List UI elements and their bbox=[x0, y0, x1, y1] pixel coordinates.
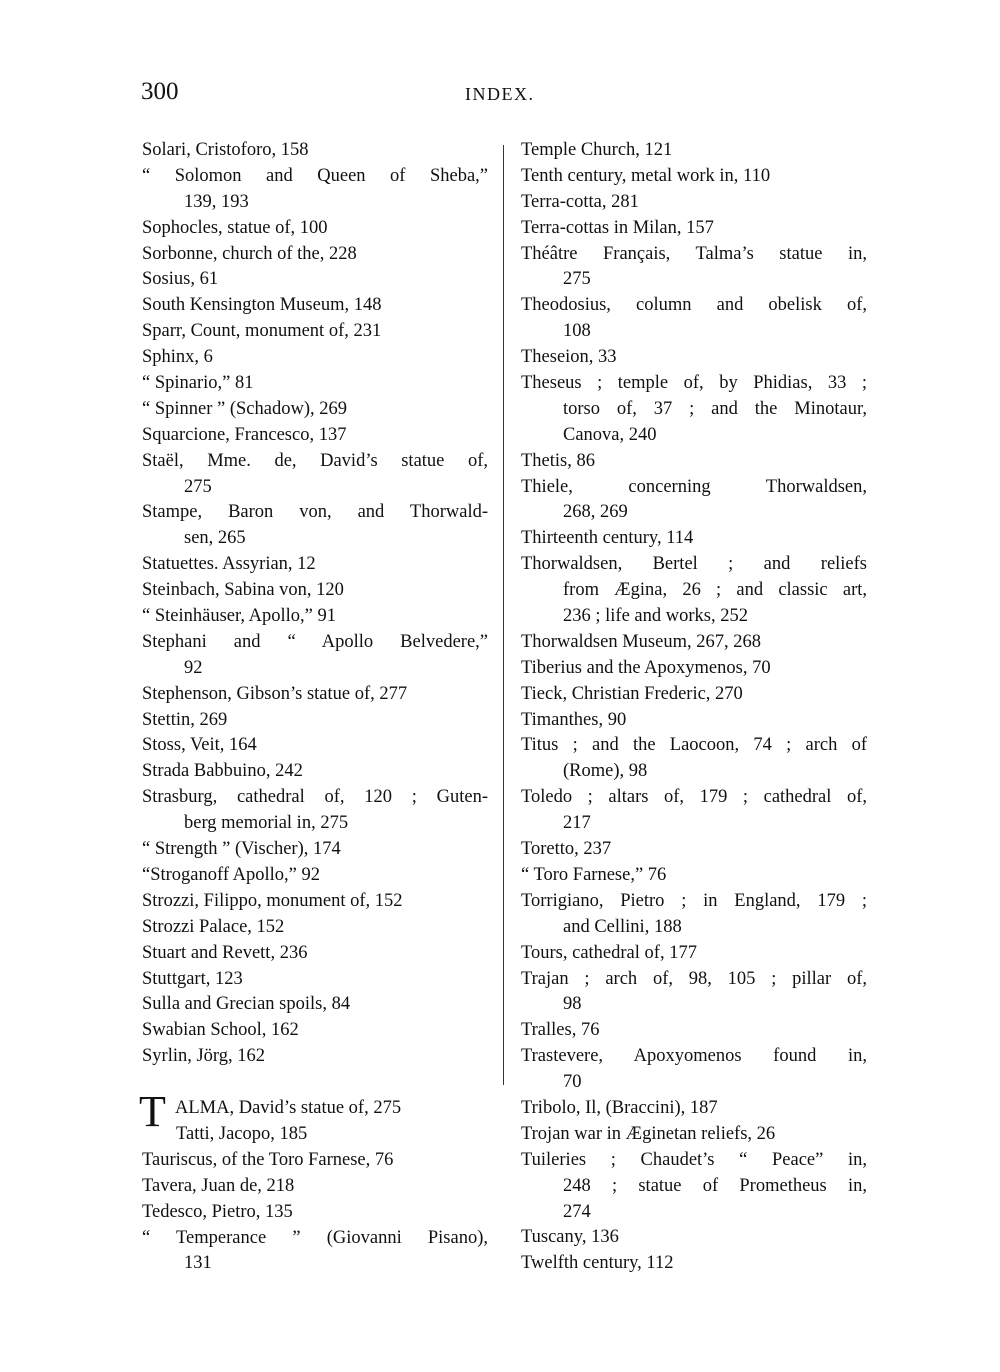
index-entry bbox=[142, 837, 488, 863]
entry-continuation: 217 bbox=[563, 813, 591, 834]
entry-heading: Steinbach, Sabina von, 120 bbox=[142, 580, 344, 601]
entry-heading: Tavera, Juan de, 218 bbox=[142, 1175, 295, 1196]
index-entry bbox=[142, 345, 488, 371]
index-entry bbox=[521, 1148, 867, 1226]
entry-heading: Stephenson, Gibson’s statue of, 277 bbox=[142, 683, 408, 704]
entry-heading: Tralles, 76 bbox=[521, 1020, 600, 1041]
index-entry bbox=[521, 242, 867, 294]
index-entry bbox=[521, 630, 867, 656]
drop-cap: T bbox=[139, 1087, 166, 1137]
entry-heading: Toledo ; altars of, 179 ; cathedral of, bbox=[521, 787, 867, 808]
entry-heading: Thiele, concerning Thorwaldsen, bbox=[521, 476, 867, 497]
entry-heading: Tuileries ; Chaudet’s “ Peace” in, bbox=[521, 1149, 867, 1170]
entry-heading: Torrigiano, Pietro ; in England, 179 ; bbox=[521, 890, 867, 911]
index-entry bbox=[521, 345, 867, 371]
entry-heading: Temple Church, 121 bbox=[521, 140, 673, 160]
entry-heading: “ Spinario,” 81 bbox=[142, 373, 254, 394]
entry-heading: Theodosius, column and obelisk of, bbox=[521, 295, 867, 316]
entry-heading: Thorwaldsen Museum, 267, 268 bbox=[521, 631, 761, 652]
index-entry bbox=[142, 1200, 488, 1226]
index-entry bbox=[142, 371, 488, 397]
index-entry bbox=[142, 397, 488, 423]
index-entry bbox=[142, 733, 488, 759]
entry-heading: Trajan ; arch of, 98, 105 ; pillar of, bbox=[521, 968, 867, 989]
t-section bbox=[139, 1087, 488, 1277]
entry-heading: Squarcione, Francesco, 137 bbox=[142, 424, 347, 445]
entry-heading: Terra-cotta, 281 bbox=[521, 191, 639, 212]
entry-heading: Thirteenth century, 114 bbox=[521, 528, 694, 549]
index-entry bbox=[142, 552, 488, 578]
entry-heading: Staël, Mme. de, David’s statue of, bbox=[142, 450, 488, 471]
index-entry bbox=[521, 475, 867, 527]
entry-heading: Strasburg, cathedral of, 120 ; Guten- bbox=[142, 787, 488, 808]
entry-heading: Twelfth century, 112 bbox=[521, 1253, 674, 1274]
entry-heading: “Stroganoff Apollo,” 92 bbox=[142, 864, 320, 885]
column-divider bbox=[503, 145, 504, 1085]
entry-heading: Terra-cottas in Milan, 157 bbox=[521, 217, 714, 238]
entry-continuation: 274 bbox=[563, 1201, 591, 1222]
entry-continuation: 139, 193 bbox=[184, 191, 249, 212]
entry-heading: Solari, Cristoforo, 158 bbox=[142, 140, 309, 160]
entry-heading: Swabian School, 162 bbox=[142, 1020, 299, 1041]
entry-heading: Sparr, Count, monument of, 231 bbox=[142, 321, 382, 342]
entry-continuation: (Rome), 98 bbox=[563, 761, 648, 782]
entry-heading: Strozzi Palace, 152 bbox=[142, 916, 285, 937]
entry-heading: Strada Babbuino, 242 bbox=[142, 761, 303, 782]
index-entry bbox=[521, 785, 867, 837]
index-entry bbox=[142, 708, 488, 734]
index-entry bbox=[142, 604, 488, 630]
index-entry bbox=[142, 992, 488, 1018]
entry-heading: Theseus ; temple of, by Phidias, 33 ; bbox=[521, 373, 867, 394]
index-entry bbox=[142, 630, 488, 682]
entry-continuation: 268, 269 bbox=[563, 502, 628, 523]
index-entry bbox=[142, 242, 488, 268]
index-entry bbox=[142, 267, 488, 293]
index-entry bbox=[521, 1096, 867, 1122]
index-entry bbox=[521, 733, 867, 785]
index-entry bbox=[142, 1096, 488, 1122]
entry-heading: Stephani and “ Apollo Belvedere,” bbox=[142, 631, 488, 652]
index-entry bbox=[521, 216, 867, 242]
entry-heading: “ Steinhäuser, Apollo,” 91 bbox=[142, 606, 336, 627]
index-entry bbox=[521, 138, 867, 164]
entry-continuation: 275 bbox=[563, 269, 591, 290]
entry-continuation: sen, 265 bbox=[184, 528, 246, 549]
entry-heading: Titus ; and the Laocoon, 74 ; arch of bbox=[521, 735, 867, 756]
entry-heading: Stoss, Veit, 164 bbox=[142, 735, 257, 756]
index-entry bbox=[521, 552, 867, 630]
index-entry bbox=[521, 1018, 867, 1044]
index-entry bbox=[142, 682, 488, 708]
index-entry bbox=[521, 371, 867, 449]
index-entry bbox=[521, 837, 867, 863]
entry-continuation: 131 bbox=[184, 1253, 212, 1274]
entry-heading: Thetis, 86 bbox=[521, 450, 595, 471]
index-entry bbox=[142, 216, 488, 242]
entry-continuation: 275 bbox=[184, 476, 212, 497]
index-entry bbox=[521, 889, 867, 941]
entry-heading: Trojan war in Æginetan reliefs, 26 bbox=[521, 1123, 776, 1144]
entry-heading: “ Strength ” (Vischer), 174 bbox=[142, 839, 341, 860]
entry-heading: ALMA, David’s statue of, 275 bbox=[175, 1098, 402, 1119]
index-entry bbox=[521, 164, 867, 190]
entry-heading: Sosius, 61 bbox=[142, 269, 219, 290]
entry-continuation: and Cellini, 188 bbox=[563, 916, 682, 937]
index-entry bbox=[142, 915, 488, 941]
index-entry bbox=[521, 190, 867, 216]
entry-heading: Stampe, Baron von, and Thorwald- bbox=[142, 502, 488, 523]
entry-heading: Stuttgart, 123 bbox=[142, 968, 243, 989]
entry-continuation: 108 bbox=[563, 321, 591, 342]
entry-heading: Theseion, 33 bbox=[521, 347, 617, 368]
index-entry bbox=[142, 500, 488, 552]
entry-heading: “ Toro Farnese,” 76 bbox=[521, 864, 667, 885]
entry-heading: “ Spinner ” (Schadow), 269 bbox=[142, 398, 347, 419]
entry-heading: Stuart and Revett, 236 bbox=[142, 942, 308, 963]
entry-heading: Sorbonne, church of the, 228 bbox=[142, 243, 357, 264]
index-entry bbox=[142, 449, 488, 501]
page-number: 300 bbox=[141, 78, 179, 105]
index-entry bbox=[142, 889, 488, 915]
running-head: INDEX. bbox=[465, 84, 535, 104]
entry-continuation: torso of, 37 ; and the Minotaur, bbox=[563, 398, 867, 419]
index-entry bbox=[142, 1226, 488, 1278]
entry-continuation: berg memorial in, 275 bbox=[184, 813, 349, 834]
entry-heading: Trastevere, Apoxyomenos found in, bbox=[521, 1046, 867, 1067]
index-entry bbox=[521, 682, 867, 708]
entry-heading: “ Temperance ” (Giovanni Pisano), bbox=[142, 1227, 488, 1248]
entry-heading: Tieck, Christian Frederic, 270 bbox=[521, 683, 743, 704]
entry-heading: Thorwaldsen, Bertel ; and reliefs bbox=[521, 554, 867, 575]
entry-heading: Syrlin, Jörg, 162 bbox=[142, 1046, 266, 1067]
entry-heading: Sphinx, 6 bbox=[142, 347, 213, 368]
entry-heading: Tedesco, Pietro, 135 bbox=[142, 1201, 293, 1222]
index-entry bbox=[521, 1122, 867, 1148]
entry-continuation: 248 ; statue of Prometheus in, bbox=[563, 1175, 867, 1196]
index-entry bbox=[142, 164, 488, 216]
index-entry bbox=[521, 967, 867, 1019]
entry-continuation: 98 bbox=[563, 994, 582, 1015]
entry-heading: Tribolo, Il, (Braccini), 187 bbox=[521, 1097, 718, 1118]
entry-continuation: from Ægina, 26 ; and classic art, bbox=[563, 580, 867, 601]
entry-heading: Tauriscus, of the Toro Farnese, 76 bbox=[142, 1149, 394, 1170]
entry-heading: South Kensington Museum, 148 bbox=[142, 295, 382, 316]
index-entry bbox=[142, 1148, 488, 1174]
entry-heading: Stettin, 269 bbox=[142, 709, 228, 730]
entry-heading: Tours, cathedral of, 177 bbox=[521, 942, 697, 963]
entry-continuation: 70 bbox=[563, 1072, 582, 1093]
entry-heading: Tuscany, 136 bbox=[521, 1227, 619, 1248]
index-entry bbox=[142, 967, 488, 993]
index-entry bbox=[142, 785, 488, 837]
entry-heading: Strozzi, Filippo, monument of, 152 bbox=[142, 890, 403, 911]
index-entry bbox=[521, 1044, 867, 1096]
index-entry bbox=[521, 708, 867, 734]
entry-heading: Sulla and Grecian spoils, 84 bbox=[142, 994, 351, 1015]
index-column-left bbox=[139, 138, 488, 1277]
index-entry bbox=[142, 138, 488, 164]
index-entry bbox=[142, 1174, 488, 1200]
entry-heading: Statuettes. Assyrian, 12 bbox=[142, 554, 316, 575]
index-entry bbox=[521, 293, 867, 345]
index-entry bbox=[142, 863, 488, 889]
index-entry bbox=[142, 423, 488, 449]
entry-heading: Théâtre Français, Talma’s statue in, bbox=[521, 243, 867, 264]
index-entry bbox=[142, 293, 488, 319]
index-entry bbox=[142, 578, 488, 604]
index-entry bbox=[521, 1251, 867, 1277]
entry-heading: Sophocles, statue of, 100 bbox=[142, 217, 328, 238]
entry-heading: Toretto, 237 bbox=[521, 839, 612, 860]
index-entry bbox=[142, 941, 488, 967]
index-column-right bbox=[521, 138, 867, 1277]
index-entry bbox=[142, 1044, 488, 1070]
entry-heading: Timanthes, 90 bbox=[521, 709, 627, 730]
index-entry bbox=[142, 1018, 488, 1044]
index-entry bbox=[521, 941, 867, 967]
entry-continuation: Canova, 240 bbox=[563, 424, 657, 445]
index-entry bbox=[142, 319, 488, 345]
index-entry bbox=[521, 863, 867, 889]
index-entry bbox=[521, 1225, 867, 1251]
index-entry bbox=[521, 656, 867, 682]
entry-heading: Tenth century, metal work in, 110 bbox=[521, 165, 771, 186]
index-entry bbox=[521, 526, 867, 552]
index-entry bbox=[142, 1122, 488, 1148]
entry-heading: “ Solomon and Queen of Sheba,” bbox=[142, 165, 488, 186]
index-entry bbox=[521, 449, 867, 475]
entry-heading: Tiberius and the Apoxymenos, 70 bbox=[521, 657, 771, 678]
entry-continuation: 92 bbox=[184, 657, 203, 678]
index-entry bbox=[142, 759, 488, 785]
entry-continuation: 236 ; life and works, 252 bbox=[563, 606, 748, 627]
entry-heading: Tatti, Jacopo, 185 bbox=[176, 1123, 308, 1144]
